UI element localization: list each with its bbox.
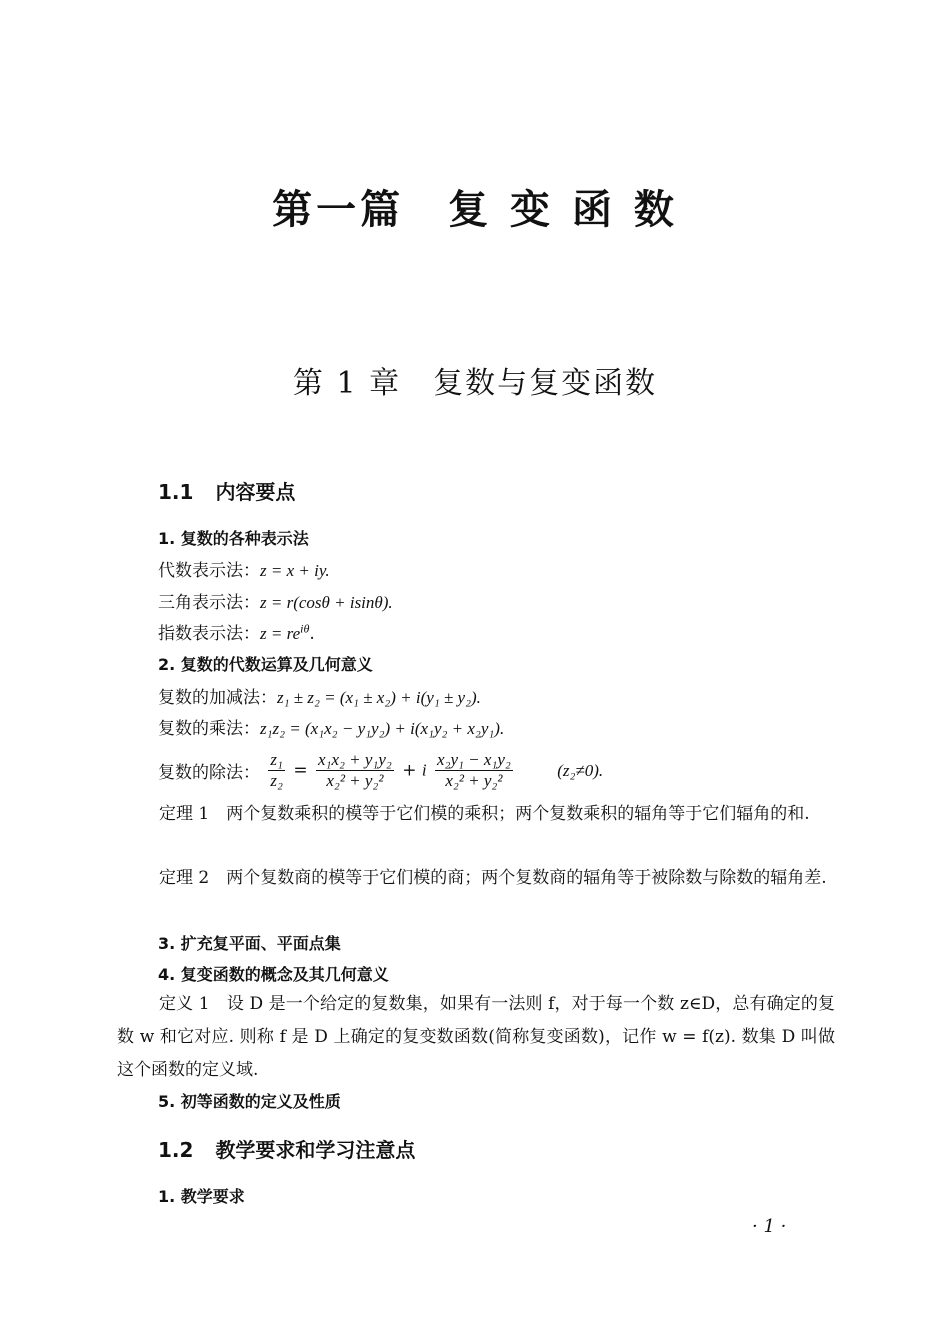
division-real-fraction — [316, 750, 394, 791]
part-title: 第一篇 复 变 函 数 — [272, 187, 678, 233]
algebraic-form-label: 代数表示法： — [158, 561, 260, 581]
section-number: 1.1 — [158, 480, 194, 504]
algebraic-form-line — [158, 556, 330, 581]
item-heading-teaching: 1. 教学要求 — [158, 1187, 245, 1206]
exponential-form-line — [158, 619, 315, 644]
item-heading-2: 2. 复数的代数运算及几何意义 — [158, 655, 373, 674]
section-number: 1.2 — [158, 1138, 194, 1162]
trig-form-formula: z = r(cosθ + isinθ). — [260, 593, 393, 612]
theorem-2: 定理 2 两个复数商的模等于它们模的商；两个复数商的辐角等于被除数与除数的辐角差. — [159, 868, 827, 888]
addition-line — [158, 683, 481, 708]
plus-sign: + — [402, 760, 417, 781]
division-real-denominator: x₂² + y₂² — [326, 771, 384, 790]
chapter-title: 第 1 章 复数与复变函数 — [292, 366, 658, 401]
theorem-1: 定理 1 两个复数乘积的模等于它们模的乘积；两个复数乘积的辐角等于它们辐角的和. — [159, 804, 810, 824]
definition-1: 定义 1 设 D 是一个给定的复数集，如果有一法则 f，对于每一个数 z∈D，总有确定的复数 w 和它对应. 则称 f 是 D 上确定的复变数函数(简称复变函数)，记作 w = f(z). 数集 D 叫做这个函数的定义域. — [117, 994, 835, 1080]
exponential-form-period: . — [309, 624, 315, 644]
item-heading-3: 3. 扩充复平面、平面点集 — [158, 934, 341, 953]
addition-label: 复数的加减法： — [158, 688, 277, 708]
division-real-numerator: x₁x₂ + y₁y₂ — [318, 750, 392, 769]
exponential-form-label: 指数表示法： — [158, 624, 260, 644]
addition-formula: z₁ ± z₂ = (x₁ ± x₂) + i(y₁ ± y₂). — [277, 688, 481, 707]
exponential-form-exponent: iθ — [300, 621, 310, 636]
section-title: 教学要求和学习注意点 — [215, 1138, 416, 1162]
multiplication-formula: z₁z₂ = (x₁x₂ − y₁y₂) + i(x₁y₂ + x₂y₁). — [260, 719, 505, 738]
division-lhs-numerator: z₁ — [270, 750, 283, 769]
multiplication-label: 复数的乘法： — [158, 719, 260, 739]
equals-sign: = — [293, 760, 308, 781]
imaginary-unit: i — [421, 760, 427, 780]
division-condition: (z₂≠0). — [557, 760, 604, 780]
division-imag-fraction — [435, 750, 513, 791]
algebraic-form-formula: z = x + iy. — [260, 561, 330, 580]
item-heading-1: 1. 复数的各种表示法 — [158, 529, 309, 548]
division-imag-numerator: x₂y₁ − x₁y₂ — [437, 750, 511, 769]
division-imag-denominator: x₂² + y₂² — [445, 771, 503, 790]
trig-form-line — [158, 588, 393, 613]
section-title: 内容要点 — [215, 480, 296, 504]
exponential-form-formula: z = re — [260, 624, 301, 643]
item-heading-4: 4. 复变函数的概念及其几何意义 — [158, 965, 389, 984]
division-lhs-denominator: z₂ — [270, 771, 283, 790]
division-line — [158, 750, 603, 791]
page-number: · 1 · — [752, 1216, 787, 1237]
item-heading-5: 5. 初等函数的定义及性质 — [158, 1092, 341, 1111]
section-heading-1-2 — [158, 1134, 415, 1163]
division-label: 复数的除法： — [158, 763, 260, 783]
multiplication-line — [158, 714, 504, 739]
section-heading-1-1 — [158, 476, 295, 505]
division-lhs-fraction — [268, 750, 285, 791]
trig-form-label: 三角表示法： — [158, 593, 260, 613]
